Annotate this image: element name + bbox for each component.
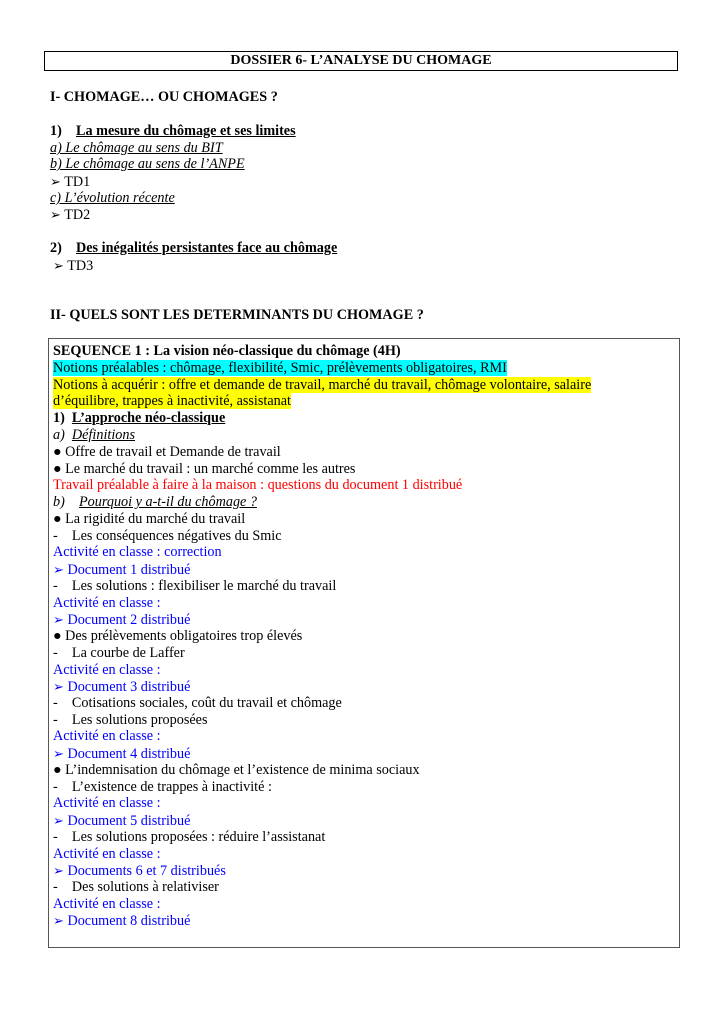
td-label: TD1	[64, 174, 91, 190]
document-item	[53, 812, 190, 830]
document-item	[53, 561, 190, 579]
arrow-icon: ➢	[50, 207, 61, 222]
dash-item	[53, 578, 336, 595]
dash-marker: -	[53, 695, 58, 711]
subsection-title: Définitions	[71, 427, 135, 443]
document-label: Document 8 distribué	[67, 913, 191, 929]
activity-note: Activité en classe :	[53, 846, 161, 862]
arrow-icon: ➢	[53, 863, 64, 878]
dash-item	[53, 879, 219, 896]
dash-marker: -	[53, 578, 58, 594]
dash-item	[53, 695, 342, 712]
dash-text: Les solutions proposées : réduire l’assistanat	[71, 829, 326, 845]
section-number: 2)	[50, 240, 62, 256]
bullet-item: ● Des prélèvements obligatoires trop élevés	[53, 628, 303, 644]
arrow-icon: ➢	[53, 813, 64, 828]
dash-marker: -	[53, 829, 58, 845]
arrow-icon: ➢	[53, 562, 64, 577]
subsection-title: Pourquoi y a-t-il du chômage ?	[79, 494, 257, 510]
dash-marker: -	[53, 879, 58, 895]
bullet-item: ● Le marché du travail : un marché comme les autres	[53, 461, 356, 477]
arrow-icon: ➢	[53, 679, 64, 694]
sequence-section1	[53, 410, 225, 427]
td-label: TD3	[67, 258, 94, 274]
dash-marker: -	[53, 645, 58, 661]
subsection-a	[53, 427, 135, 444]
document-item	[53, 745, 190, 763]
td-label: TD2	[64, 207, 91, 223]
activity-note: Activité en classe :	[53, 728, 161, 744]
arrow-icon: ➢	[53, 746, 64, 761]
dash-text: L’existence de trappes à inactivité :	[71, 779, 272, 795]
dash-item	[53, 779, 272, 796]
td3-item	[53, 257, 93, 275]
activity-note: Activité en classe :	[53, 662, 161, 678]
sequence-box	[48, 338, 680, 948]
document-label: Documents 6 et 7 distribués	[67, 863, 226, 879]
activity-note: Activité en classe :	[53, 896, 161, 912]
section-number: 1)	[53, 410, 65, 426]
sequence-title: SEQUENCE 1 : La vision néo-classique du chômage (4H)	[53, 343, 401, 359]
dash-marker: -	[53, 779, 58, 795]
document-item	[53, 611, 190, 629]
subsection-b	[53, 494, 257, 511]
dash-item	[53, 829, 325, 846]
bullet-item: ● La rigidité du marché du travail	[53, 511, 246, 527]
part1-section2	[50, 240, 337, 257]
dash-text: Les conséquences négatives du Smic	[71, 528, 282, 544]
section-title: Des inégalités persistantes face au chômage	[76, 240, 338, 256]
activity-note: Activité en classe :	[53, 595, 161, 611]
section-number: 1)	[50, 123, 62, 139]
homework-note: Travail préalable à faire à la maison : questions du document 1 distribué	[53, 477, 463, 493]
part2-heading: II- QUELS SONT LES DETERMINANTS DU CHOMAGE ?	[50, 307, 424, 323]
dash-text: Les solutions : flexibiliser le marché du travail	[71, 578, 337, 594]
activity-note: Activité en classe :	[53, 795, 161, 811]
dash-item	[53, 528, 282, 545]
arrow-icon: ➢	[53, 258, 64, 273]
subsection-b: b) Le chômage au sens de l’ANPE	[50, 156, 245, 172]
notions-acquerir: Notions à acquérir : offre et demande de travail, marché du travail, chômage volontaire, salaire	[53, 377, 592, 393]
part1-section1	[50, 123, 296, 140]
bullet-item: ● Offre de travail et Demande de travail	[53, 444, 281, 460]
subsection-c: c) L’évolution récente	[50, 190, 175, 206]
dash-marker: -	[53, 528, 58, 544]
document-item	[53, 678, 190, 696]
document-label: Document 1 distribué	[67, 562, 191, 578]
subsection-a: a) Le chômage au sens du BIT	[50, 140, 223, 156]
subsection-letter: b)	[53, 494, 65, 510]
dash-text: Des solutions à relativiser	[71, 879, 219, 895]
section-title: L’approche néo-classique	[71, 410, 226, 426]
arrow-icon: ➢	[53, 612, 64, 627]
document-title: DOSSIER 6- L’ANALYSE DU CHOMAGE	[44, 51, 678, 71]
document-item	[53, 862, 226, 880]
activity-note: Activité en classe : correction	[53, 544, 222, 560]
notions-acquerir-cont: d’équilibre, trappes à inactivité, assistanat	[53, 393, 291, 409]
document-item	[53, 912, 190, 930]
td1-item	[50, 173, 90, 191]
bullet-item: ● L’indemnisation du chômage et l’existence de minima sociaux	[53, 762, 420, 778]
dash-text: La courbe de Laffer	[71, 645, 185, 661]
dash-marker: -	[53, 712, 58, 728]
notions-prealables: Notions préalables : chômage, flexibilité, Smic, prélèvements obligatoires, RMI	[53, 360, 507, 376]
document-label: Document 5 distribué	[67, 813, 191, 829]
dash-item	[53, 645, 185, 662]
arrow-icon: ➢	[50, 174, 61, 189]
arrow-icon: ➢	[53, 913, 64, 928]
document-label: Document 2 distribué	[67, 612, 191, 628]
dash-text: Les solutions proposées	[71, 712, 208, 728]
subsection-letter: a)	[53, 427, 65, 443]
dash-item	[53, 712, 207, 729]
section-title: La mesure du chômage et ses limites	[76, 123, 296, 139]
part1-heading: I- CHOMAGE… OU CHOMAGES ?	[50, 89, 278, 105]
td2-item	[50, 206, 90, 224]
document-label: Document 4 distribué	[67, 746, 191, 762]
document-label: Document 3 distribué	[67, 679, 191, 695]
dash-text: Cotisations sociales, coût du travail et chômage	[71, 695, 342, 711]
